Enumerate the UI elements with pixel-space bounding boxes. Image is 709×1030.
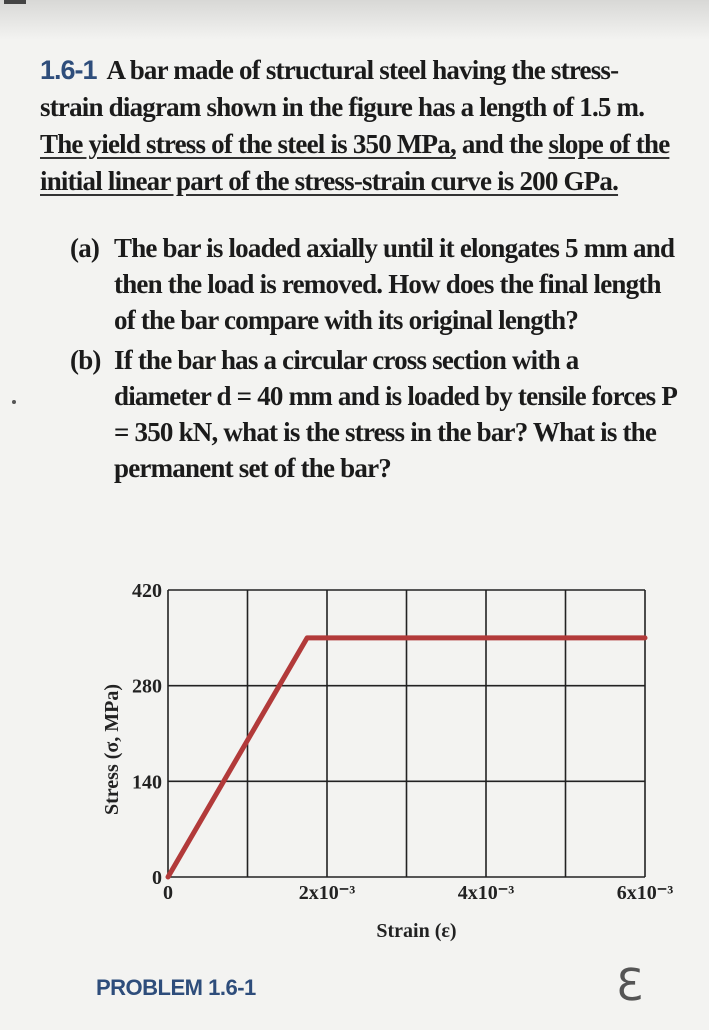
figure-caption: PROBLEM 1.6-1 xyxy=(96,975,256,1000)
part-a-label: (a) xyxy=(70,233,100,263)
y-tick-label-2: 280 xyxy=(132,675,162,698)
corner-mark xyxy=(4,0,26,4)
x-tick-label-2: 4x10⁻³ xyxy=(457,882,515,904)
problem-number: 1.6-1 xyxy=(40,55,97,85)
problem-parts xyxy=(70,230,680,486)
part-b xyxy=(70,342,680,486)
page-edge xyxy=(0,0,709,40)
y-tick-label-1: 140 xyxy=(132,771,162,794)
x-tick-label-0: 0 xyxy=(163,882,173,904)
part-b-text: If the bar has a circular cross section with a diameter d = 40 mm and is loaded by tensile forces P = 350 kN, what is the stress in the bar? What is the permanent set of the bar? xyxy=(114,345,676,483)
margin-dot xyxy=(12,400,16,404)
pencil-scribble: ℇ xyxy=(616,960,644,1011)
x-tick-label-1: 2x10⁻³ xyxy=(298,882,356,904)
statement-part-4: slope of the initial linear part of the stress-strain curve is 200 GPa. xyxy=(40,129,670,196)
problem-block xyxy=(40,52,680,490)
problem-statement xyxy=(40,52,680,200)
statement-part-1: A bar made of structural steel having the stress-strain diagram shown in the figure has a length of 1.5 m. xyxy=(40,55,645,122)
part-a-text: The bar is loaded axially until it elongates 5 mm and then the load is removed. How does the final length of the bar compare with its original length? xyxy=(114,233,675,335)
part-a xyxy=(70,230,680,338)
x-axis-label: Strain (ε) xyxy=(376,920,457,942)
y-axis-label: Stress (σ, MPa) xyxy=(101,683,123,816)
statement-part-2: The yield stress of the steel is 350 MPa, xyxy=(40,129,456,159)
x-tick-label-3: 6x10⁻³ xyxy=(616,882,674,904)
part-b-label: (b) xyxy=(70,345,101,375)
statement-part-3: and the xyxy=(455,129,549,159)
stress-strain-chart xyxy=(92,578,709,958)
stress-strain-figure xyxy=(92,578,709,958)
y-tick-label-0: 0 xyxy=(152,867,162,889)
y-tick-label-3: 420 xyxy=(132,580,162,602)
